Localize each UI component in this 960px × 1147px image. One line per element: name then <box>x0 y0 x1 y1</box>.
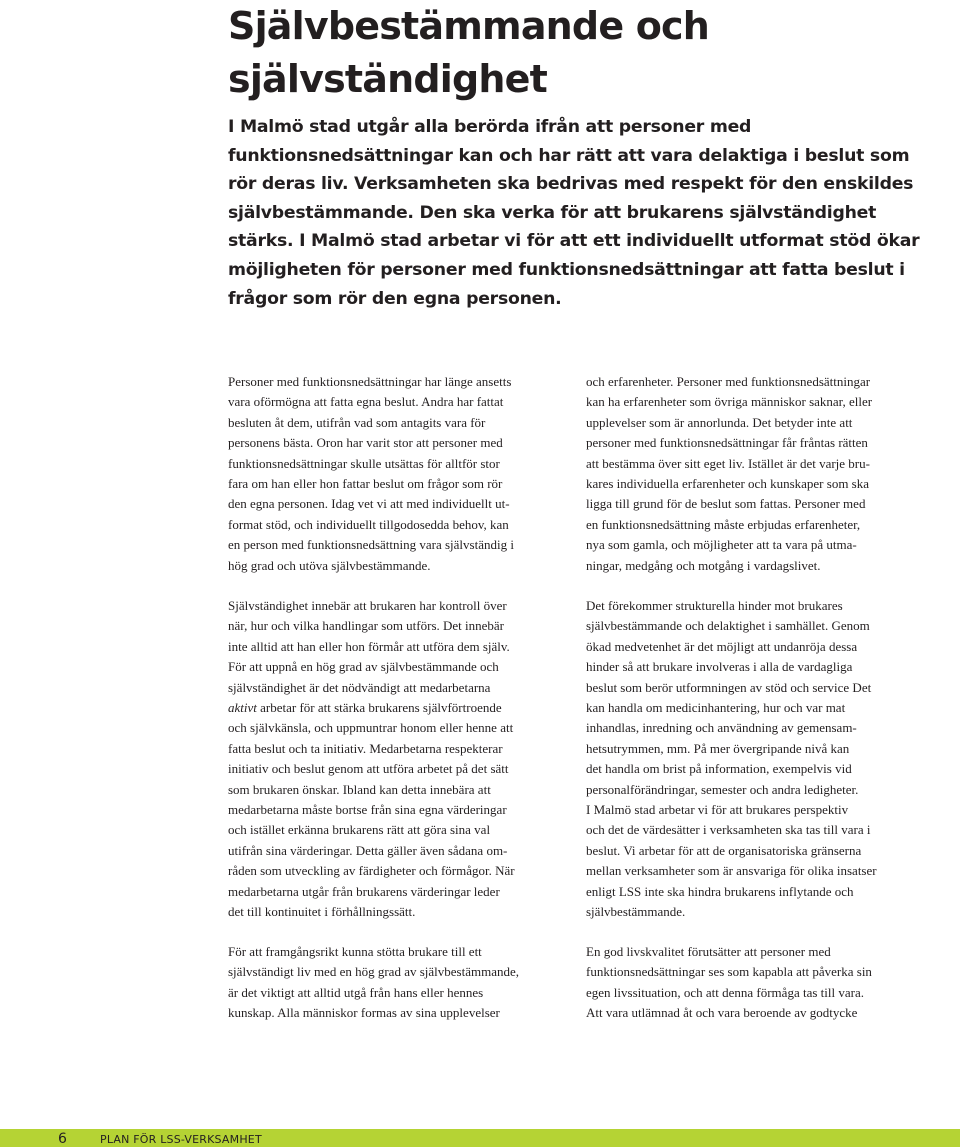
text-line: hög grad och utöva självbestämmande. <box>228 557 431 573</box>
text-line: mellan verksamheter som är ansvariga för olika insatser <box>586 863 877 879</box>
text-line: besluten åt dem, utifrån vad som antagits vara för <box>228 414 486 430</box>
lead-line: frågor som rör den egna personen. <box>228 288 562 309</box>
text-line: den egna personen. Idag vet vi att med individuellt ut- <box>228 496 510 512</box>
text-line: personens bästa. Oron har varit stor att personer med <box>228 435 503 451</box>
text-line: funktionsnedsättningar skulle utsättas för alltför stor <box>228 455 500 471</box>
lead-line: självbestämmande. Den ska verka för att brukarens självständighet <box>228 202 877 223</box>
lead-line: möjligheten för personer med funktionsnedsättningar att fatta beslut i <box>228 259 905 280</box>
text-line: egen livssituation, och att denna förmåga tas till vara. <box>586 984 864 1000</box>
text-line: en funktionsnedsättning måste erbjudas erfarenheter, <box>586 516 861 532</box>
text-line: Att vara utlämnad åt och vara beroende av godtycke <box>586 1005 858 1021</box>
text-line: kan ha erfarenheter som övriga människor saknar, eller <box>586 394 873 410</box>
lead-paragraph <box>228 113 918 313</box>
text-line: kares individuella erfarenheter och kunskaper som ska <box>586 476 870 492</box>
text-line: att bestämma över sitt eget liv. Istället är det varje bru- <box>586 455 870 471</box>
text-line: är det viktigt att alltid utgå från hans eller hennes <box>228 984 484 1000</box>
text-line: beslut som berör utformningen av stöd och service Det <box>586 679 872 695</box>
text-line: vara oförmögna att fatta egna beslut. Andra har fattat <box>228 394 504 410</box>
text-line: ökad medvetenhet är det möjligt att undanröja dessa <box>586 638 858 654</box>
text-line: självständigt liv med en hög grad av självbestämmande, <box>228 964 519 980</box>
text-line: medarbetarna utgår från brukarens värderingar leder <box>228 883 500 899</box>
text-line: självständighet är det nödvändigt att medarbetarna <box>228 679 491 695</box>
text-line: och det de värdesätter i verksamheten ska tas till vara i <box>586 822 871 838</box>
text-line: kan handla om medicinhantering, hur och var mat <box>586 700 846 716</box>
lead-line: funktionsnedsättningar kan och har rätt att vara delaktiga i beslut som <box>228 145 910 166</box>
lead-line: rör deras liv. Verksamheten ska bedrivas med respekt för den enskildes <box>228 174 914 195</box>
text-line: och erfarenheter. Personer med funktionsnedsättningar <box>586 374 871 389</box>
text-line: format stöd, och individuellt tillgodosedda behov, kan <box>228 516 509 532</box>
publication-title: PLAN FÖR LSS-VERKSAMHET <box>100 1133 262 1146</box>
text-line: ningar, medgång och motgång i vardagslivet. <box>586 557 821 573</box>
right-paragraph-2 <box>586 596 877 923</box>
text-line: personer med funktionsnedsättningar får fråntas rätten <box>586 435 868 451</box>
page-title <box>228 0 928 106</box>
text-line: självbestämmande. <box>586 904 686 920</box>
page-number: 6 <box>58 1131 67 1147</box>
text-line: Det förekommer strukturella hinder mot brukares <box>586 598 843 613</box>
text-line: när, hur och vilka handlingar som utförs. Det innebär <box>228 618 505 634</box>
text-line: personalförändringar, semester och andra ledigheter. <box>586 781 859 797</box>
text-line: beslut. Vi arbetar för att de organisatoriska gränserna <box>586 842 862 858</box>
text-line: funktionsnedsättningar ses som kapabla att påverka sin <box>586 964 872 980</box>
text-line: upplevelser som är annorlunda. Det betyder inte att <box>586 414 853 430</box>
text-line: hinder så att brukare involveras i alla de vardagliga <box>586 659 853 675</box>
text-line: inhandlas, inredning och användning av gemensam- <box>586 720 857 736</box>
text-line: en person med funktionsnedsättning vara självständig i <box>228 537 514 553</box>
text-line: nya som gamla, och möjligheter att ta vara på utma- <box>586 537 857 553</box>
lead-line: I Malmö stad utgår alla berörda ifrån att personer med <box>228 117 752 137</box>
text-fragment: arbetar för att stärka brukarens självförtroende <box>256 700 502 716</box>
text-line <box>228 698 515 718</box>
page-title-line: Självbestämmande och <box>228 4 710 48</box>
text-line: En god livskvalitet förutsätter att personer med <box>586 944 831 959</box>
text-line: enligt LSS inte ska hindra brukarens inflytande och <box>586 883 854 899</box>
text-line: och självkänsla, och uppmuntrar honom eller henne att <box>228 720 514 736</box>
text-line: som brukaren önskar. Ibland kan detta innebära att <box>228 781 491 797</box>
left-paragraph-1 <box>228 372 514 576</box>
text-line: fatta beslut och ta initiativ. Medarbetarna respekterar <box>228 740 503 756</box>
text-line: medarbetarna måste bortse från sina egna värderingar <box>228 802 507 818</box>
text-line: och istället erkänna brukarens rätt att göra sina val <box>228 822 491 838</box>
text-line: det handla om brist på information, exempelvis vid <box>586 761 852 777</box>
text-line: Personer med funktionsnedsättningar har länge ansetts <box>228 374 512 389</box>
page-title-line: självständighet <box>228 57 547 101</box>
emphasis-text: aktivt <box>228 700 257 716</box>
text-line: initiativ och beslut genom att utföra arbetet på det sätt <box>228 761 509 777</box>
text-line: fara om han eller hon fattar beslut om frågor som rör <box>228 476 503 492</box>
text-line: Självständighet innebär att brukaren har kontroll över <box>228 598 507 613</box>
text-line: För att uppnå en hög grad av självbestämmande och <box>228 659 499 675</box>
text-line: ligga till grund för de beslut som fattas. Personer med <box>586 496 866 512</box>
right-paragraph-1 <box>586 372 872 576</box>
left-paragraph-2 <box>228 596 515 923</box>
text-line: I Malmö stad arbetar vi för att brukares perspektiv <box>586 802 849 818</box>
text-line: självbestämmande och delaktighet i samhället. Genom <box>586 618 870 634</box>
lead-line: stärks. I Malmö stad arbetar vi för att ett individuellt utformat stöd ökar <box>228 231 920 252</box>
text-line: hetsutrymmen, mm. På mer övergripande nivå kan <box>586 740 850 756</box>
text-line: råden som utveckling av färdigheter och förmågor. När <box>228 863 515 879</box>
text-line: inte alltid att han eller hon förmår att utföra dem själv. <box>228 638 510 654</box>
text-line: utifrån sina värderingar. Detta gäller även sådana om- <box>228 842 508 858</box>
text-line: För att framgångsrikt kunna stötta brukare till ett <box>228 944 482 959</box>
left-paragraph-3 <box>228 942 519 1024</box>
right-paragraph-3 <box>586 942 872 1024</box>
text-line: kunskap. Alla människor formas av sina upplevelser <box>228 1005 500 1021</box>
text-line: det till kontinuitet i förhållningssätt. <box>228 904 416 920</box>
